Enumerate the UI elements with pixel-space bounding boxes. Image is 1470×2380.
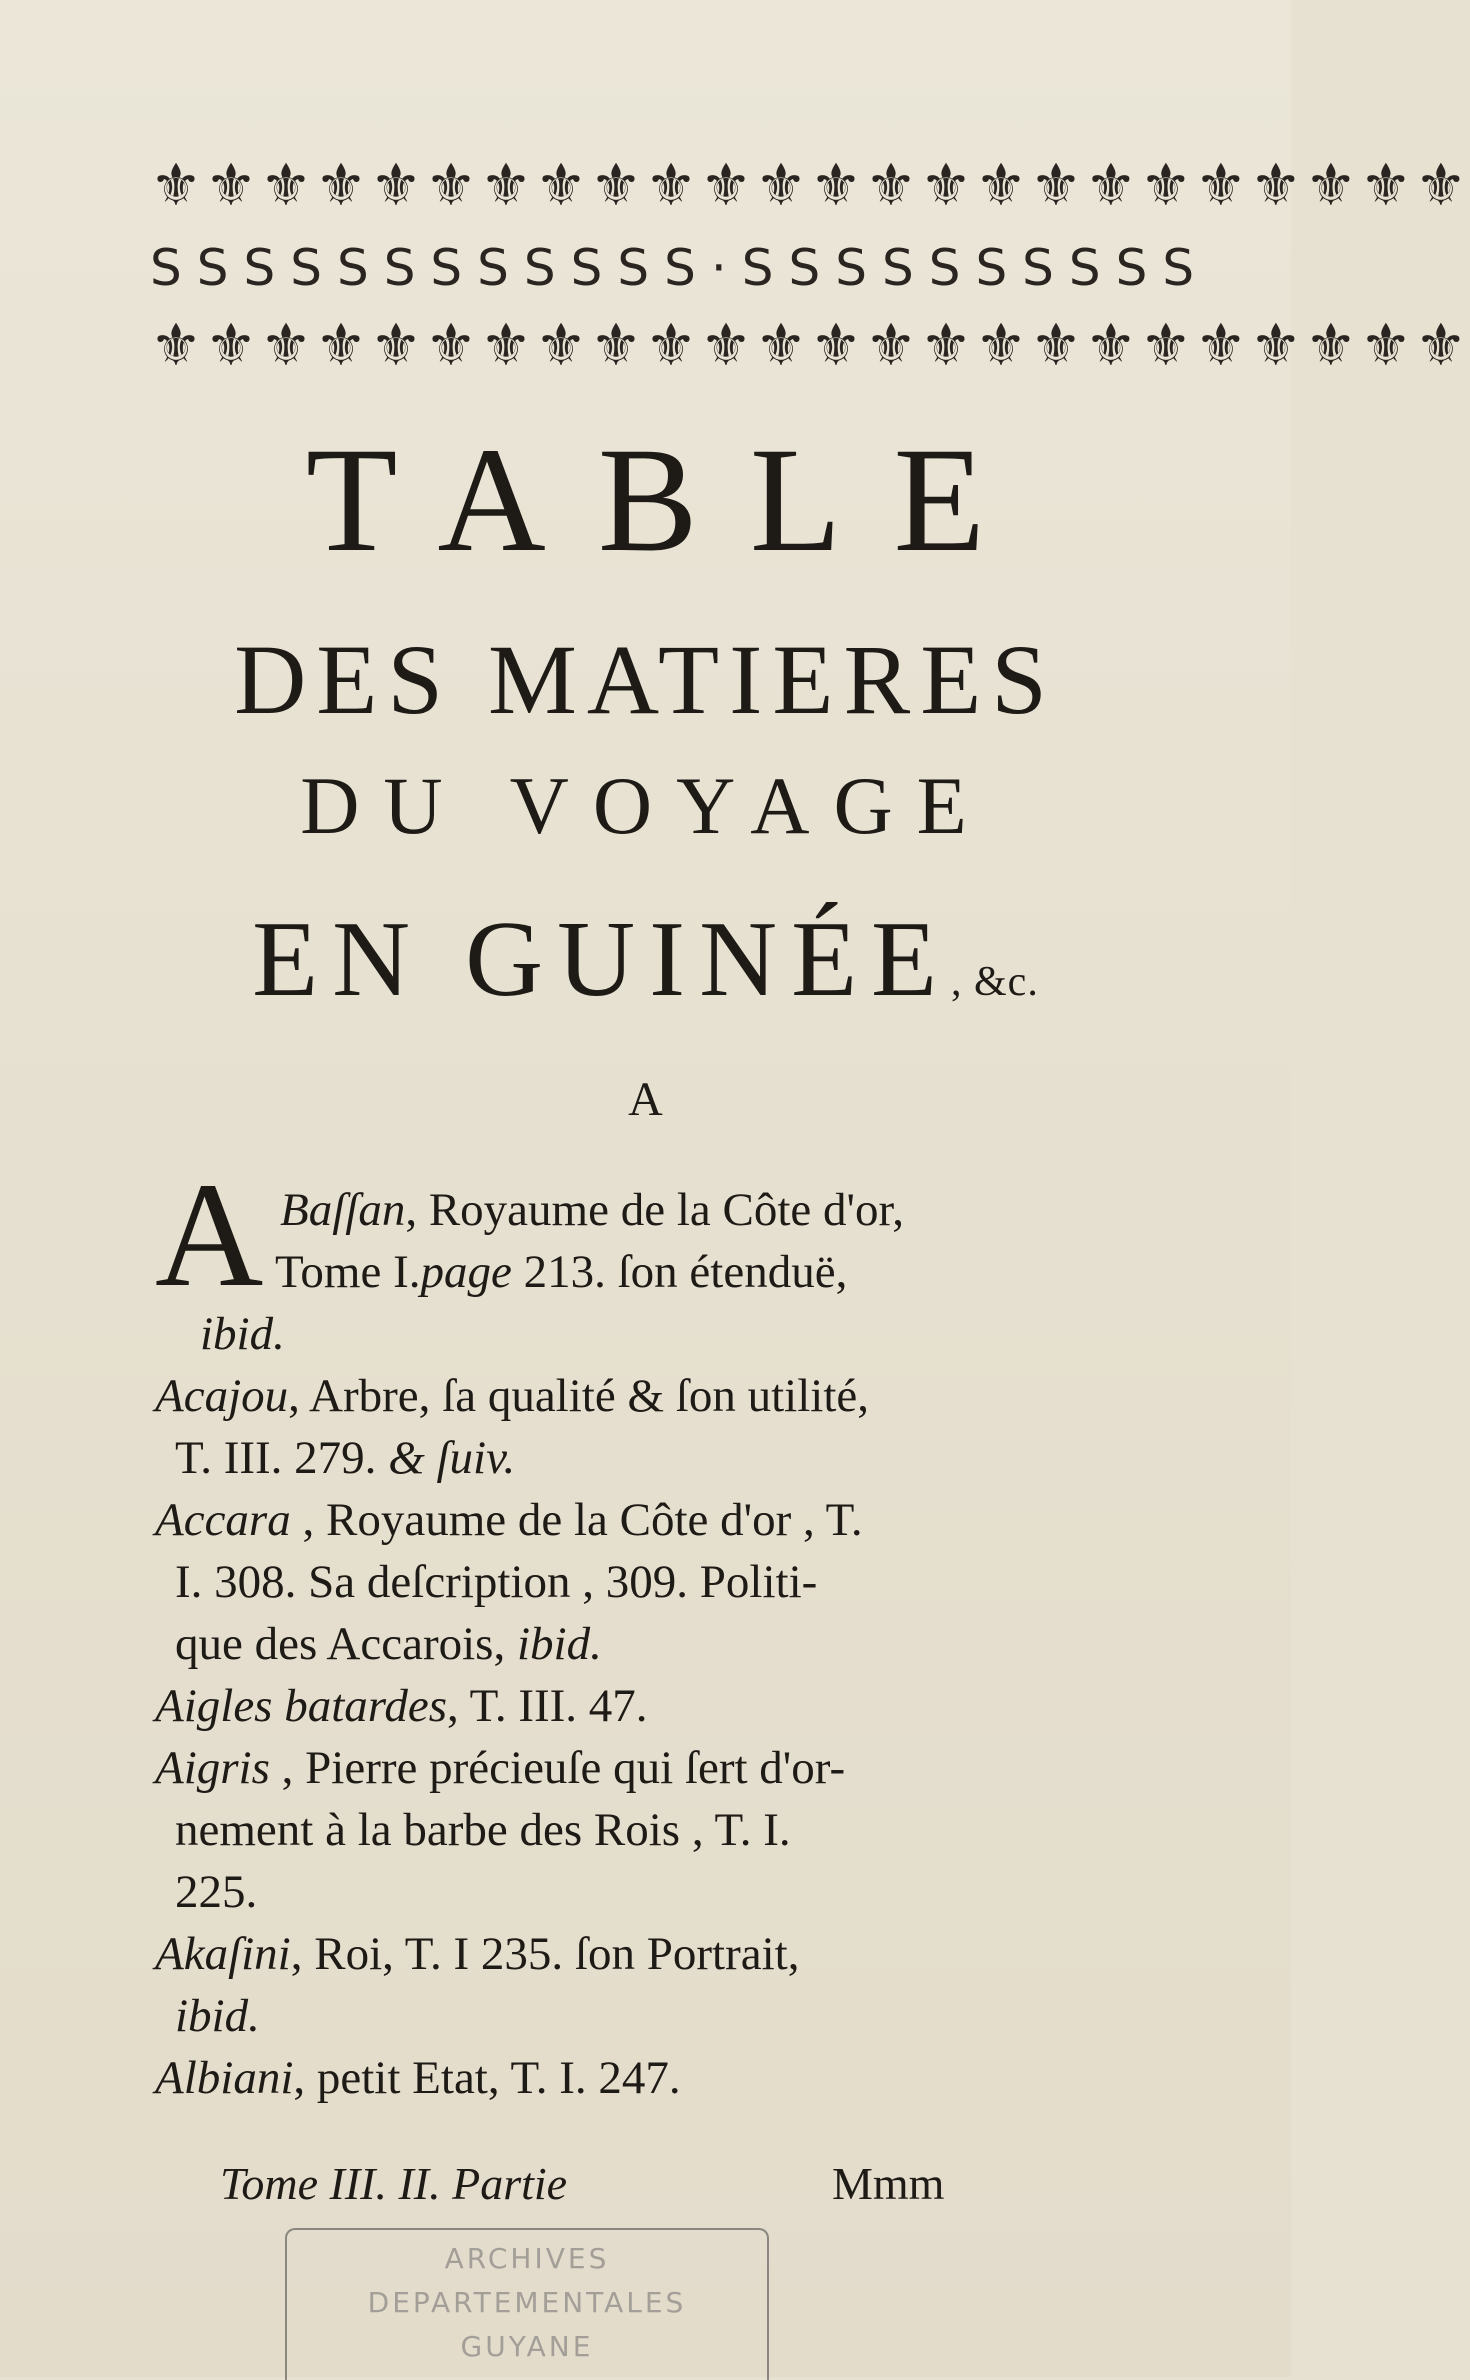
entry-italic-text: Albiani	[155, 2052, 294, 2104]
entry-text: , Royaume de la Côte d'or,	[405, 1184, 904, 1236]
title-etc: , &c.	[951, 959, 1039, 1005]
ornament-row-top: ⚜⚜⚜⚜⚜⚜⚜⚜⚜⚜⚜⚜⚜⚜⚜⚜⚜⚜⚜⚜⚜⚜⚜⚜	[150, 151, 1470, 219]
entry-text: , petit Etat, T. I. 247.	[293, 2052, 681, 2104]
index-entry-line	[175, 1862, 257, 1922]
index-entry-line	[175, 1800, 791, 1860]
entry-italic-text: ibid.	[516, 1618, 602, 1670]
index-entry-line	[155, 2048, 681, 2108]
entry-text: , Roi, T. I 235. ſon Portrait,	[290, 1928, 800, 1980]
index-entry-line	[155, 1366, 869, 1426]
footer-volume-text: Tome III. II. Partie	[220, 2158, 568, 2209]
entry-italic-text: Aigles batardes	[155, 1680, 447, 1732]
index-entry-line	[175, 1614, 602, 1674]
entry-text: nement à la barbe des Rois , T. I.	[175, 1804, 791, 1856]
entry-text: , T. III. 47.	[446, 1680, 648, 1732]
entry-text: , Pierre précieuſe qui ſert d'or-	[269, 1742, 846, 1794]
index-entry-line	[155, 1490, 863, 1550]
index-entry-line	[275, 1242, 847, 1302]
entry-italic-text: page	[420, 1246, 512, 1298]
signature-mark: Mmm	[832, 2158, 945, 2209]
index-entry-line	[155, 1924, 799, 1984]
title-du-voyage: DU VOYAGE	[300, 760, 991, 851]
stamp-line-2: DEPARTEMENTALES	[367, 2286, 687, 2319]
entry-text: , Royaume de la Côte d'or , T.	[290, 1494, 863, 1546]
archive-stamp	[285, 2228, 769, 2380]
title-des-matieres: DES MATIERES	[234, 624, 1057, 735]
entry-italic-text: ibid.	[200, 1308, 285, 1360]
title-en-guinee	[0, 900, 1291, 1042]
title-table: TABLE	[305, 417, 1038, 583]
entry-italic-text: Baſſan	[280, 1184, 406, 1236]
section-letter: A	[628, 1073, 663, 1126]
entry-text: T. III. 279.	[175, 1432, 389, 1484]
entry-italic-text: Aigris	[155, 1742, 270, 1794]
entry-text: 225.	[175, 1866, 258, 1918]
index-entry-line	[200, 1304, 285, 1364]
index-entry-line	[175, 1552, 817, 1612]
entry-text: I. 308. Sa deſcription , 309. Politi-	[175, 1556, 818, 1608]
entry-italic-text: Acajou	[155, 1370, 289, 1422]
title-en-guinee-text: EN GUINÉE	[252, 900, 952, 1019]
entry-italic-text: Akaſini	[155, 1928, 291, 1980]
index-entry-line	[280, 1180, 904, 1240]
entry-text: , Arbre, ſa qualité & ſon utilité,	[288, 1370, 869, 1422]
stamp-line-3: GUYANE	[460, 2330, 594, 2363]
ornament-row-middle: SSSSSSSSSSSS·SSSSSSSSSS	[150, 239, 1210, 297]
entry-text: Tome I.	[275, 1246, 421, 1298]
entry-italic-text: ibid.	[175, 1990, 260, 2042]
index-entry-line	[175, 1986, 260, 2046]
entry-text: que des Accarois,	[175, 1618, 517, 1670]
entry-text: 213. ſon étenduë,	[511, 1246, 848, 1298]
drop-cap-letter: A	[155, 1152, 264, 1318]
footer-volume	[220, 2154, 567, 2214]
index-entry-line	[175, 1428, 515, 1488]
entry-italic-text: Accara	[155, 1494, 291, 1546]
stamp-line-1: ARCHIVES	[444, 2242, 610, 2275]
index-entry-line	[155, 1676, 648, 1736]
entry-italic-text: & ſuiv.	[388, 1432, 516, 1484]
index-entry-line	[155, 1738, 845, 1798]
ornament-row-bottom: ⚜⚜⚜⚜⚜⚜⚜⚜⚜⚜⚜⚜⚜⚜⚜⚜⚜⚜⚜⚜⚜⚜⚜⚜	[150, 311, 1470, 379]
